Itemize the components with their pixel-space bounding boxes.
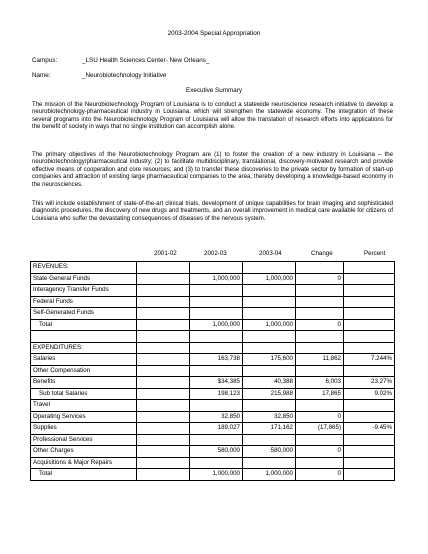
table-cell [243,308,296,320]
table-cell [137,446,190,458]
table-cell [137,423,190,435]
row-label: REVENUES: [31,262,137,274]
campus-label: Campus: [32,57,58,64]
table-cell [296,434,344,446]
table-row [31,319,395,331]
table-cell [296,342,344,354]
row-label: Operating Services [31,411,137,423]
name-field [32,72,166,79]
document-title: 2003-2004 Special Appropriation [167,30,261,37]
row-label: Benefits [31,377,137,389]
table-cell [243,331,296,343]
table-cell [296,365,344,377]
table-cell [190,308,243,320]
budget-table-body [31,262,395,481]
row-label: Federal Funds [31,296,137,308]
column-header: 2003-04 [259,250,282,257]
table-cell: 23.27% [344,377,395,389]
table-cell: 7.244% [344,354,395,366]
table-cell [137,388,190,400]
table-cell: $34,385 [190,377,243,389]
table-cell: 0 [296,273,344,285]
row-label: Interagency Transfer Funds [31,285,137,297]
table-cell [344,446,395,458]
table-cell [190,331,243,343]
name-value: _Neurobiotechnology Initiative [82,72,167,79]
row-label: Acquisitions & Major Repairs [31,457,137,469]
table-cell [296,308,344,320]
table-row [31,446,395,458]
table-cell: 1,000,000 [243,319,296,331]
table-cell: 0 [296,446,344,458]
table-cell: 32,850 [190,411,243,423]
table-row [31,342,395,354]
row-label: Self-Generated Funds [31,308,137,320]
table-cell [137,262,190,274]
table-cell: 0 [296,411,344,423]
table-cell: 189,027 [190,423,243,435]
table-row [31,400,395,412]
summary-paragraph: The mission of the Neurobiotechnology Program of Louisiana is to conduct a statewide neuroscience research initiative to develop a neurobiotechnology-pharmaceutical industry in Louisiana, which will strengthen the statewide economy. The integration of these several programs into the Neurobiotechnology Program of Louisiana will allow the translation of research efforts into applications for the benefit of society in ways that no single institution can accomplish alone. [32,102,393,131]
table-cell [296,331,344,343]
table-row [31,411,395,423]
table-row [31,457,395,469]
table-row [31,423,395,435]
table-cell [344,285,395,297]
row-label: Other Compensation [31,365,137,377]
table-cell: 17,865 [296,388,344,400]
table-cell: 198,123 [190,388,243,400]
table-row [31,365,395,377]
table-cell: 215,988 [243,388,296,400]
row-label: Sub total Salaries [31,388,137,400]
table-cell [137,308,190,320]
column-header: Percent [364,250,386,257]
table-cell [137,400,190,412]
executive-summary-title: Executive Summary [186,87,242,94]
table-cell [243,457,296,469]
table-row [31,273,395,285]
table-row [31,308,395,320]
row-label: Travel [31,400,137,412]
table-row [31,434,395,446]
column-header: 2002-03 [204,250,227,257]
table-cell [344,262,395,274]
table-cell [137,411,190,423]
table-cell: 1,000,000 [243,469,296,481]
table-cell [137,434,190,446]
table-cell [137,469,190,481]
table-cell [137,354,190,366]
table-cell [296,457,344,469]
table-cell: 175,600 [243,354,296,366]
budget-table [30,261,395,481]
table-cell [344,434,395,446]
table-cell [137,285,190,297]
table-cell [137,296,190,308]
table-cell [243,262,296,274]
row-label: Other Charges [31,446,137,458]
table-cell [296,262,344,274]
table-row [31,354,395,366]
table-cell [243,400,296,412]
table-cell [243,342,296,354]
table-cell [344,331,395,343]
table-cell [243,296,296,308]
table-cell [296,296,344,308]
table-cell [137,377,190,389]
column-header: Change [311,250,333,257]
summary-paragraph: This will include establishment of state-of-the-art clinical trials, development of unique capabilities for brain imaging and sophisticated diagnostic procedures, the discovery of new drugs and treatments, and an overall improvement in medical care available for citizens of Louisiana who suffer the devastating consequences of diseases of the nervous system. [32,201,393,222]
table-cell [344,469,395,481]
campus-field [32,57,209,64]
table-row [31,469,395,481]
table-cell [243,365,296,377]
row-label: State General Funds [31,273,137,285]
table-cell [137,273,190,285]
table-cell [344,411,395,423]
row-label [31,331,137,343]
table-cell: 0 [296,469,344,481]
table-cell: 32,850 [243,411,296,423]
table-cell: 580,000 [190,446,243,458]
table-cell: (17,865) [296,423,344,435]
row-label: Total [31,319,137,331]
campus-value: _LSU Health Sciences Center- New Orleans_ [82,57,210,64]
table-row [31,331,395,343]
table-cell [137,331,190,343]
table-cell: 580,000 [243,446,296,458]
table-row [31,262,395,274]
table-cell [296,400,344,412]
column-header: 2001-02 [154,250,177,257]
table-cell: 1,000,000 [243,273,296,285]
row-label: Salaries [31,354,137,366]
table-row [31,285,395,297]
table-cell [344,319,395,331]
table-cell [190,342,243,354]
table-cell [344,365,395,377]
table-cell: 1,000,000 [190,469,243,481]
table-cell [243,434,296,446]
table-cell [344,342,395,354]
name-label: Name: [32,72,51,79]
table-cell [190,262,243,274]
table-row [31,296,395,308]
table-cell: 1,000,000 [190,273,243,285]
table-cell [137,319,190,331]
table-cell: 0 [296,319,344,331]
table-cell: 171,162 [243,423,296,435]
table-cell [344,457,395,469]
table-row [31,388,395,400]
table-cell: -9.45% [344,423,395,435]
table-cell [190,400,243,412]
table-cell [344,308,395,320]
row-label: EXPENDITURES: [31,342,137,354]
table-cell: 40,388 [243,377,296,389]
table-cell: 163,738 [190,354,243,366]
table-cell [344,296,395,308]
table-cell: 6,003 [296,377,344,389]
table-cell: 1,000,000 [190,319,243,331]
table-header [30,250,394,260]
summary-paragraph: The primary objectives of the Neurobiotechnology Program are (1) to foster the creation of a new industry in Louisiana – the neurobiotechnology/pharmaceutical industry; (2) to facilitate multidisciplinary, translational, discovery-motivated research and provide effective means of cooperation and core resources; and (3) to transfer these discoveries to the private sector by formation of start-up companies and attraction of existing large pharmaceutical companies to the area, thereby developing a knowledge-based economy in the neurosciences. [32,152,393,188]
table-cell [344,273,395,285]
table-cell [190,434,243,446]
table-cell [137,342,190,354]
row-label: Professional Services [31,434,137,446]
table-cell: 11,862 [296,354,344,366]
row-label: Supplies [31,423,137,435]
table-cell [190,457,243,469]
table-cell [243,285,296,297]
table-cell [137,457,190,469]
table-cell [190,365,243,377]
table-cell [296,285,344,297]
table-cell [137,365,190,377]
table-cell [190,285,243,297]
row-label: Total [31,469,137,481]
table-cell [344,400,395,412]
table-cell [190,296,243,308]
table-row [31,377,395,389]
table-cell: 9.02% [344,388,395,400]
